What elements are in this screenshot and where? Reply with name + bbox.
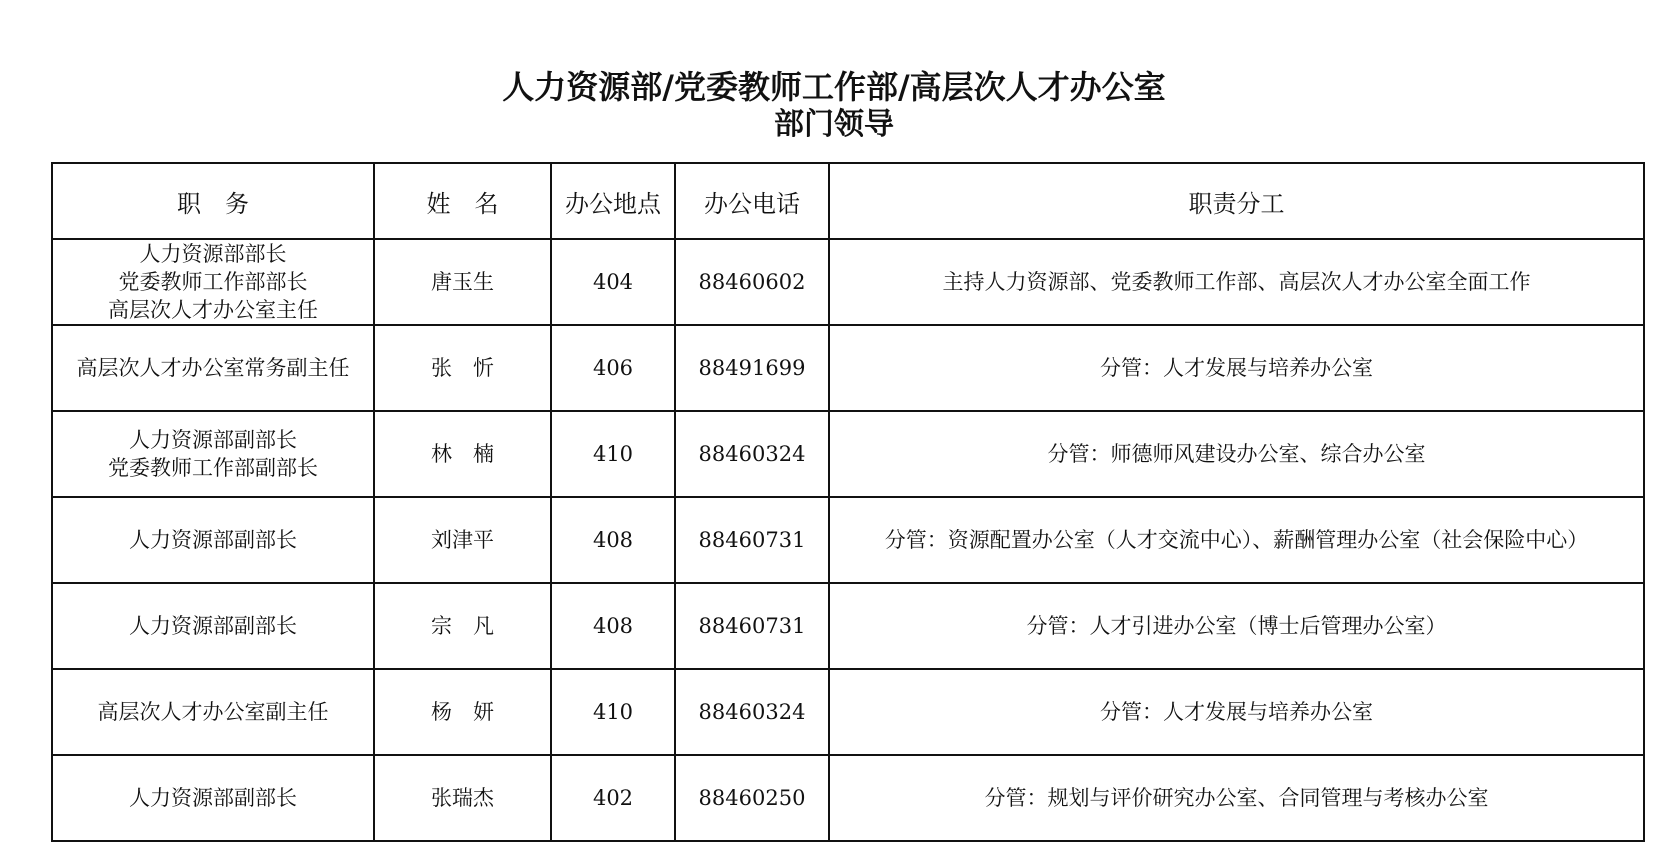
- position-text: 人力资源部副部长: [129, 428, 297, 452]
- duty-cell: 分管：规划与评价研究办公室、合同管理与考核办公室: [829, 755, 1644, 841]
- position-text: 人力资源部副部长: [129, 614, 297, 638]
- column-header-duty: 职责分工: [829, 163, 1644, 239]
- position-cell: [52, 325, 374, 411]
- name-cell: 唐玉生: [374, 239, 551, 325]
- room-cell: 410: [551, 669, 675, 755]
- table-row: [52, 411, 1644, 497]
- document-title: 人力资源部/党委教师工作部/高层次人才办公室: [502, 68, 1166, 106]
- table-row: [52, 583, 1644, 669]
- phone-cell: 88460250: [675, 755, 829, 841]
- phone-cell: 88460324: [675, 411, 829, 497]
- table-row: [52, 497, 1644, 583]
- column-header-position: 职 务: [52, 163, 374, 239]
- position-text: 人力资源部部长: [139, 242, 287, 266]
- position-text: 党委教师工作部部长: [118, 270, 308, 294]
- duty-cell: 分管：师德师风建设办公室、综合办公室: [829, 411, 1644, 497]
- duty-cell: 主持人力资源部、党委教师工作部、高层次人才办公室全面工作: [829, 239, 1644, 325]
- table-header-row: [52, 163, 1644, 239]
- duty-cell: 分管：资源配置办公室（人才交流中心）、薪酬管理办公室（社会保险中心）: [829, 497, 1644, 583]
- name-cell: 杨 妍: [374, 669, 551, 755]
- room-cell: 410: [551, 411, 675, 497]
- position-cell: [52, 583, 374, 669]
- room-cell: 406: [551, 325, 675, 411]
- position-cell: [52, 411, 374, 497]
- room-cell: 402: [551, 755, 675, 841]
- position-text: 高层次人才办公室副主任: [97, 700, 329, 724]
- room-cell: 408: [551, 583, 675, 669]
- duty-cell: 分管：人才发展与培养办公室: [829, 669, 1644, 755]
- table-row: [52, 669, 1644, 755]
- table-row: [52, 755, 1644, 841]
- position-text: 人力资源部副部长: [129, 786, 297, 810]
- position-cell: [52, 755, 374, 841]
- column-header-room: 办公地点: [551, 163, 675, 239]
- duty-cell: 分管：人才发展与培养办公室: [829, 325, 1644, 411]
- leaders-table: [51, 162, 1645, 842]
- position-text: 人力资源部副部长: [129, 528, 297, 552]
- name-cell: 宗 凡: [374, 583, 551, 669]
- position-text: 高层次人才办公室主任: [108, 298, 318, 322]
- name-cell: 刘津平: [374, 497, 551, 583]
- position-cell: [52, 239, 374, 325]
- duty-cell: 分管：人才引进办公室（博士后管理办公室）: [829, 583, 1644, 669]
- position-text: 党委教师工作部副部长: [108, 456, 318, 480]
- document-subtitle: 部门领导: [774, 107, 894, 142]
- phone-cell: 88491699: [675, 325, 829, 411]
- position-cell: [52, 497, 374, 583]
- room-cell: 408: [551, 497, 675, 583]
- column-header-name: 姓 名: [374, 163, 551, 239]
- table-row: [52, 239, 1644, 325]
- phone-cell: 88460324: [675, 669, 829, 755]
- name-cell: 林 楠: [374, 411, 551, 497]
- name-cell: 张瑞杰: [374, 755, 551, 841]
- table-row: [52, 325, 1644, 411]
- position-text: 高层次人才办公室常务副主任: [76, 356, 350, 380]
- phone-cell: 88460731: [675, 497, 829, 583]
- document-header: [0, 68, 1668, 144]
- phone-cell: 88460731: [675, 583, 829, 669]
- position-cell: [52, 669, 374, 755]
- phone-cell: 88460602: [675, 239, 829, 325]
- column-header-phone: 办公电话: [675, 163, 829, 239]
- name-cell: 张 忻: [374, 325, 551, 411]
- room-cell: 404: [551, 239, 675, 325]
